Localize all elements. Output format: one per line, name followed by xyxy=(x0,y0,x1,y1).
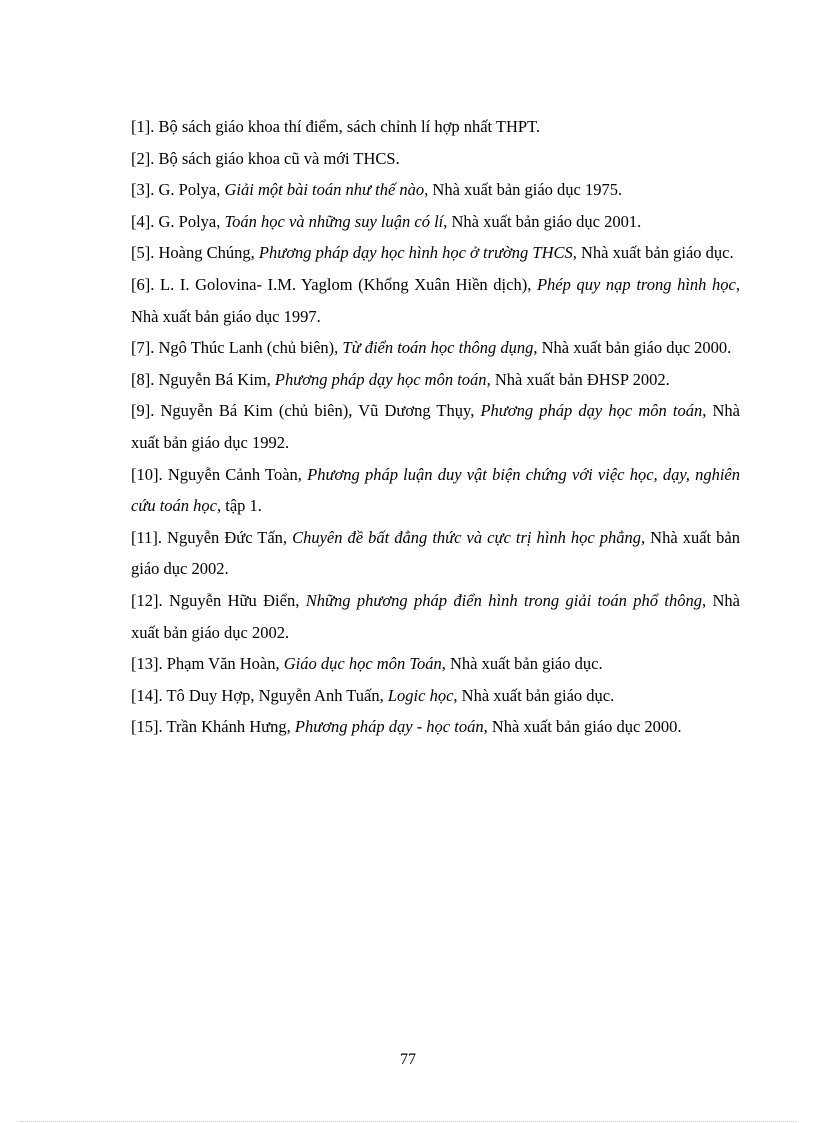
reference-text: [8]. Nguyễn Bá Kim, xyxy=(131,369,275,389)
reference-title: Phương pháp dạy học môn toán xyxy=(480,401,703,421)
reference-item xyxy=(131,174,740,206)
reference-text: [13]. Phạm Văn Hoàn, xyxy=(131,654,284,674)
reference-item xyxy=(131,711,740,743)
reference-publisher: , Nhà xuất bản giáo dục 1975. xyxy=(424,180,623,200)
reference-publisher: , Nhà xuất bản giáo dục 1992. xyxy=(131,401,740,452)
reference-publisher: , Nhà xuất bản giáo dục 2001. xyxy=(443,211,642,231)
reference-title: Giáo dục học môn Toán xyxy=(283,654,442,674)
reference-text: [11]. Nguyễn Đức Tấn, xyxy=(131,527,293,547)
reference-text: [4]. G. Polya, xyxy=(131,211,225,231)
reference-text: [15]. Trần Khánh Hưng, xyxy=(131,717,295,737)
reference-title: Phương pháp dạy - học toán xyxy=(294,717,484,737)
page-number: 77 xyxy=(400,1051,416,1068)
reference-publisher: , Nhà xuất bản ĐHSP 2002. xyxy=(486,369,670,389)
reference-title: Từ điển toán học thông dụng xyxy=(342,338,534,358)
reference-text: [2]. Bộ sách giáo khoa cũ và mới THCS. xyxy=(131,148,400,168)
reference-title: Phương pháp dạy học hình học ở trường THCS xyxy=(258,243,573,263)
reference-publisher: , Nhà xuất bản giáo dục 2002. xyxy=(131,590,740,642)
bottom-divider xyxy=(20,1121,796,1122)
reference-publisher: , Nhà xuất bản giáo dục 2000. xyxy=(483,717,682,737)
reference-item xyxy=(131,459,740,522)
reference-item xyxy=(131,585,740,648)
reference-title: Phép quy nạp trong hình học xyxy=(536,274,736,294)
reference-title: Chuyên đề bất đẳng thức và cực trị hình học phẳng xyxy=(292,527,641,547)
reference-item xyxy=(131,206,740,238)
reference-publisher: , Nhà xuất bản giáo dục 2002. xyxy=(131,527,740,579)
reference-title: Toán học và những suy luận có lí xyxy=(224,211,444,231)
reference-title: Những phương pháp điển hình trong giải toán phổ thông xyxy=(305,590,702,610)
reference-item xyxy=(131,364,740,396)
reference-text: [3]. G. Polya, xyxy=(131,180,225,200)
reference-item xyxy=(131,648,740,680)
reference-text: [12]. Nguyễn Hữu Điển, xyxy=(131,590,306,610)
reference-item xyxy=(131,522,740,585)
reference-publisher: , Nhà xuất bản giáo dục 2000. xyxy=(533,338,732,358)
reference-publisher: , Nhà xuất bản giáo dục. xyxy=(572,243,734,263)
reference-item xyxy=(131,237,740,269)
reference-text: [1]. Bộ sách giáo khoa thí điểm, sách chỉnh lí hợp nhất THPT. xyxy=(131,117,541,136)
reference-list xyxy=(131,111,740,743)
reference-title: Phương pháp dạy học môn toán xyxy=(274,369,487,389)
reference-item xyxy=(131,332,740,364)
reference-text: [5]. Hoàng Chúng, xyxy=(131,243,259,263)
reference-text: [6]. L. I. Golovina- I.M. Yaglom (Khổng Xuân Hiền dịch), xyxy=(131,274,537,294)
reference-text: [14]. Tô Duy Hợp, Nguyễn Anh Tuấn, xyxy=(131,685,388,705)
reference-title: Phương pháp luận duy vật biện chứng với việc học, dạy, nghiên cứu toán học xyxy=(131,464,741,516)
reference-item xyxy=(131,395,740,458)
reference-publisher: , Nhà xuất bản giáo dục. xyxy=(441,654,603,674)
reference-item xyxy=(131,111,740,143)
reference-item xyxy=(131,143,740,175)
reference-publisher: , Nhà xuất bản giáo dục. xyxy=(453,685,615,705)
reference-item xyxy=(131,269,740,332)
reference-title: Logic học xyxy=(387,685,454,705)
reference-item xyxy=(131,680,740,712)
reference-text: [9]. Nguyễn Bá Kim (chủ biên), Vũ Dương Thụy, xyxy=(131,401,481,421)
reference-text: [10]. Nguyễn Cảnh Toàn, xyxy=(131,464,308,484)
reference-text: [7]. Ngô Thúc Lanh (chủ biên), xyxy=(131,338,343,358)
reference-publisher: , tập 1. xyxy=(216,496,262,516)
reference-publisher: , Nhà xuất bản giáo dục 1997. xyxy=(131,274,741,326)
reference-title: Giải một bài toán như thế nào xyxy=(224,180,425,200)
